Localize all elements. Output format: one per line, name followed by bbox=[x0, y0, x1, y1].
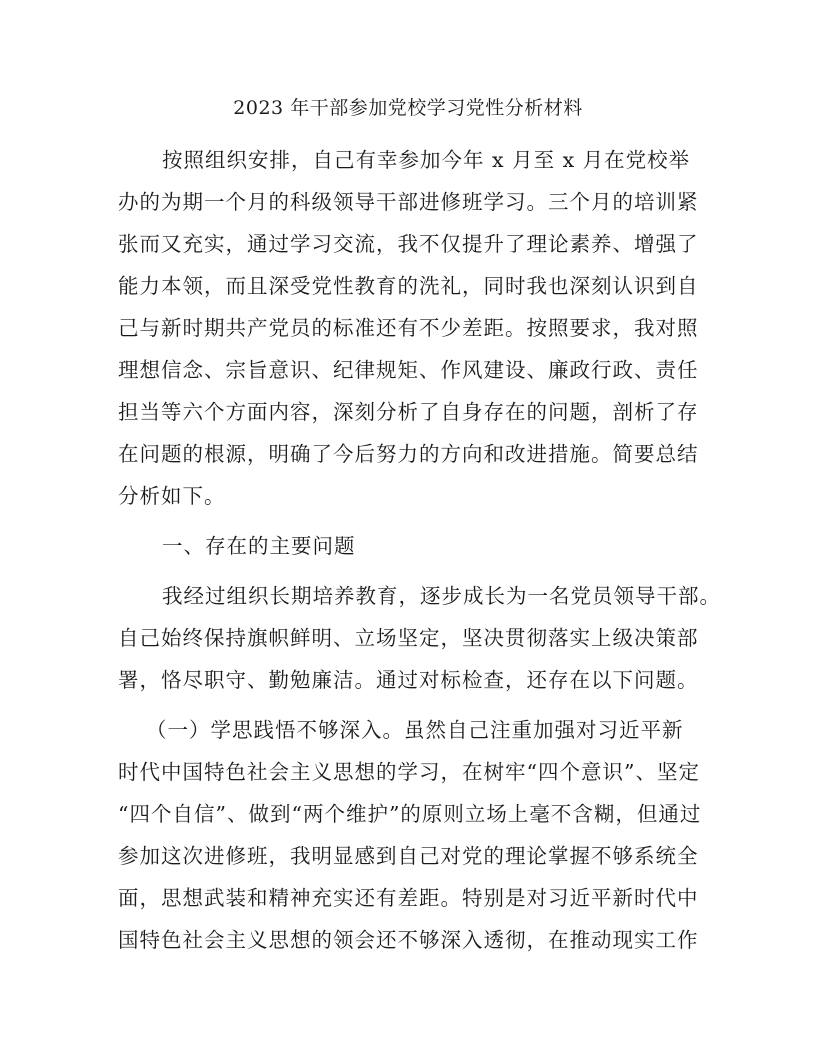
paragraph-line: 参加这次进修班，我明显感到自己对党的理论掌握不够系统全 bbox=[118, 844, 699, 868]
paragraph-line: 理想信念、宗旨意识、纪律规矩、作风建设、廉政行政、责任 bbox=[118, 358, 699, 382]
paragraph-line: 在问题的根源，明确了今后努力的方向和改进措施。简要总结 bbox=[118, 442, 699, 466]
paragraph-line: 时代中国特色社会主义思想的学习，在树牢“四个意识”、坚定 bbox=[118, 760, 700, 784]
paragraph-line: 能力本领，而且深受党性教育的洗礼，同时我也深刻认识到自 bbox=[118, 274, 699, 298]
paragraph-line: 办的为期一个月的科级领导干部进修班学习。三个月的培训紧 bbox=[118, 190, 699, 214]
paragraph-line: 署，恪尽职守、勤勉廉洁。通过对标检查，还存在以下问题。 bbox=[118, 668, 699, 692]
paragraph-line: “四个自信”、做到“两个维护”的原则立场上毫不含糊，但通过 bbox=[118, 802, 702, 826]
subsection-line: （一）学思践悟不够深入。虽然自己注重加强对习近平新 bbox=[146, 718, 684, 742]
paragraph-line: 国特色社会主义思想的领会还不够深入透彻，在推动现实工作 bbox=[118, 928, 699, 952]
paragraph-line: 张而又充实，通过学习交流，我不仅提升了理论素养、增强了 bbox=[118, 232, 699, 256]
paragraph-line: 我经过组织长期培养教育，逐步成长为一名党员领导干部。 bbox=[162, 584, 721, 608]
paragraph-line: 面，思想武装和精神充实还有差距。特别是对习近平新时代中 bbox=[118, 886, 699, 910]
paragraph-line: 自己始终保持旗帜鲜明、立场坚定，坚决贯彻落实上级决策部 bbox=[118, 626, 699, 650]
paragraph-line: 分析如下。 bbox=[118, 484, 226, 508]
paragraph-line: 按照组织安排，自己有幸参加今年 x 月至 x 月在党校举 bbox=[162, 148, 691, 172]
document-title: 2023 年干部参加党校学习党性分析材料 bbox=[233, 97, 583, 119]
paragraph-line: 己与新时期共产党员的标准还有不少差距。按照要求，我对照 bbox=[118, 316, 699, 340]
section-heading: 一、存在的主要问题 bbox=[162, 534, 356, 558]
paragraph-line: 担当等六个方面内容，深刻分析了自身存在的问题，剖析了存 bbox=[118, 400, 699, 424]
